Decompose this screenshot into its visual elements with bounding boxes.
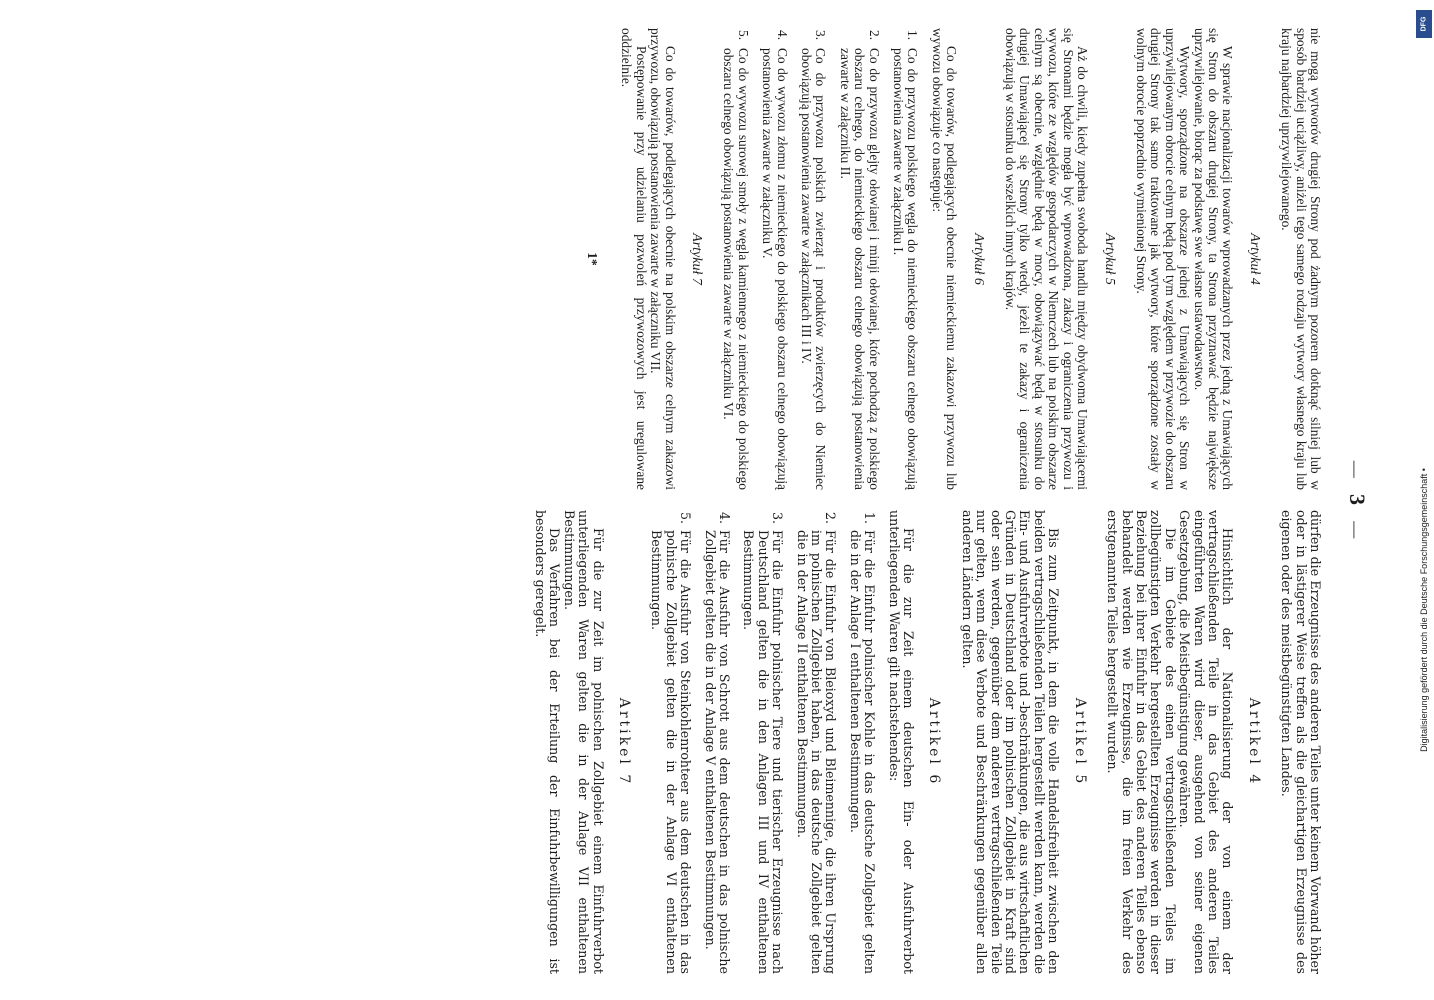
item-number: 3.	[813, 30, 829, 41]
polish-list-item	[799, 28, 828, 490]
german-intro: dürfen die Erzeugnisse des anderen Teiles unter keinem Vorwand höher oder in lästigerer Weise treffen als die gleichartigen Erzeugnisse des eigenen oder des meistbegünstigten Landes.	[1279, 510, 1323, 974]
dfg-logo-icon	[1416, 10, 1432, 38]
item-number: 4.	[774, 30, 790, 41]
polish-column	[585, 28, 1322, 490]
item-number: 2.	[823, 512, 839, 525]
polish-article-4-title: Artykuł 4	[1246, 233, 1262, 285]
item-number: 3.	[770, 512, 786, 525]
polish-article-6-intro: Co do towarów, podlegających obecnie niemieckiemu zakazowi przywozu lub wywozu obowiązuje co następuje:	[929, 28, 960, 490]
item-text: Co do przywozu polskiego węgla do niemieckiego obszaru celnego obowiązują postanowienia zawarte w załączniku I.	[891, 48, 921, 490]
german-article-7-para-1: Für die zur Zeit im polnischen Zollgebiet einem Einfuhrverbot unterliegenden Waren gelten die in der Anlage VII enthaltenen Bestimmungen.	[561, 510, 606, 974]
polish-list-item	[760, 28, 789, 490]
german-list-item	[794, 510, 837, 974]
digitization-credit: Digitalisierung gefördert durch die Deutsche Forschungsgemeinschaft •	[1419, 468, 1429, 752]
item-number: 1.	[862, 512, 878, 525]
polish-list-item	[891, 28, 920, 490]
item-text: Für die Einfuhr von Bleioxyd und Bleimennige, die ihren Ursprung im polnischen Zollgebiet haben, in das deutsche Zollgebiet gelten die in der Anlage II enthaltenen Bestimmungen.	[794, 530, 839, 974]
header-dash-right: —	[1346, 521, 1365, 540]
polish-article-7-para-2: Postępowanie przy udzielaniu pozwoleń przywozowych jest uregulowane oddzielnie.	[619, 28, 649, 490]
item-number: 4.	[717, 512, 732, 525]
german-article-4-title: Artikel 4	[1245, 697, 1262, 787]
german-article-7-title: Artikel 7	[615, 697, 632, 787]
german-column	[533, 510, 1322, 974]
item-text: Für die Ausfuhr von Schrott aus dem deutschen in das polnische Zollgebiet gelten die in der Anlage V enthaltenen Bestimmungen.	[702, 530, 732, 974]
polish-article-7-title: Artykuł 7	[689, 233, 704, 285]
item-text: Co do wywozu surowej smoły z węgla kamiennego z niemieckiego do polskiego obszaru celnego obowiązują postanowienia zawarte w załączniku VI.	[721, 48, 751, 490]
polish-article-5-title: Artykuł 5	[1101, 233, 1117, 285]
item-number: 1.	[905, 30, 921, 41]
dfg-logo-text: DFG	[1420, 16, 1428, 32]
item-text: Für die Ausfuhr von Steinkohlenrohteer aus dem deutschen in das polnische Zollgebiet gelten die in der Anlage VI enthaltenen Bestimmungen.	[649, 530, 694, 974]
german-article-6-title: Artikel 6	[926, 697, 943, 787]
polish-article-6-title: Artykuł 6	[970, 233, 986, 285]
german-list-item	[847, 510, 876, 974]
item-text: Co do przywozu polskich zwierząt i produktów zwierzęcych do Niemiec obowiązują postanowienia zawarte w załącznikach III i IV.	[799, 48, 829, 490]
polish-article-5-para-1: Aż do chwili, kiedy zupełna swoboda handlu między obydwoma Umawiającemi się Stronami będzie mogła być wprowadzona, zakazy i ograniczenia przywozu i wywozu, które ze względów gospodarczych w Niemczech lub na polskim obszarze celnym są obecnie, względnie będą w mocy, obowiązywać będą w stosunku do drugiej Umawiającej się Strony tylko wtedy, jeżeli te zakazy i ograniczenia obowiązują w stosunku do wszelkich innych krajów.	[1003, 28, 1091, 490]
german-article-4-para-1: Hinsichtlich der Nationalisierung der von einem der vertragschließenden Teile in das Gebiet des anderen Teiles eingeführten Waren wird dieser, ausgehend von seiner eigenen Gesetzgebung, die Meistbegünstigung gewähren.	[1177, 510, 1236, 974]
page-number: 3	[1345, 494, 1370, 506]
digitization-sidebar	[1416, 10, 1432, 990]
item-number: 2.	[866, 30, 882, 41]
item-number: 5.	[735, 30, 751, 41]
german-article-5-para-1: Bis zum Zeitpunkt, in dem die volle Handelsfreiheit zwischen den beiden vertragschließenden Teilen hergestellt werden kann, werden die Ein- und Ausfuhrverbote und -beschränkungen, die aus wirtschaftlichen Gründen in Deutschland oder im polnischen Zollgebiet in Kraft sind oder sein werden, gegenüber dem anderen vertragschließenden Teile nur gelten, wenn diese Verbote und Beschränkungen gegenüber allen anderen Ländern gelten.	[959, 510, 1062, 974]
german-article-5-title: Artikel 5	[1071, 697, 1088, 787]
polish-intro: nie mogą wytworów drugiej Strony pod żadnym pozorem dotknąć silniej lub w sposób bardziej uciążliwy, aniżeli tego samego rodzaju wytwory własnego kraju lub kraju najbardziej uprzywilejowanego.	[1279, 28, 1323, 490]
polish-list-item	[721, 28, 750, 490]
german-list-item	[702, 510, 731, 974]
page-header	[1344, 0, 1370, 1000]
polish-article-4-para-2: Wytwory, sporządzone na obszarze jednej z Umawiających się Stron w uprzywilejowanym obrocie celnym będą pod tym względem w przywozie do obszaru drugiej Strony tak samo traktowane jak wytwory, które sporządzone zostały w wolnym obrocie poprzednio wymienionej Strony.	[1133, 28, 1193, 490]
polish-article-4-para-1: W sprawie nacjonalizacji towarów wprowadzanych przez jedną z Umawiających się Stron do obszaru drugiej Strony, ta Strona przyznawać będzie największe uprzywilejowanie, biorąc za podstawę swe własne ustawodawstwo.	[1191, 28, 1236, 490]
german-list-item	[649, 510, 692, 974]
item-text: Co do wywozu złomu z niemieckiego do polskiego obszaru celnego obowiązują postanowienia zawarte w załączniku V.	[760, 48, 790, 490]
german-list-item	[741, 510, 784, 974]
item-number: 5.	[678, 512, 694, 525]
item-text: Für die Einfuhr polnischer Tiere und tierischer Erzeugnisse nach Deutschland gelten die in den Anlagen III und IV enthaltenen Bestimmungen.	[741, 530, 786, 974]
german-article-6-intro: Für die zur Zeit einem deutschen Ein- oder Ausfuhrverbot unterliegenden Waren gilt nachstehendes:	[886, 510, 917, 974]
item-text: Für die Einfuhr polnischer Kohle in das deutsche Zollgebiet gelten die in der Anlage I enthaltenen Bestimmungen.	[847, 530, 878, 974]
header-dash-left: —	[1346, 460, 1365, 479]
polish-article-7-para-1: Co do towarów, podlegających obecnie na polskim obszarze celnym zakazowi przywozu, obowiązują postanowienia zawarte w załączniku VII.	[648, 28, 678, 490]
item-text: Co do przywozu glejty ołowianej i minji ołowianej, które pochodzą z polskiego obszaru celnego, do niemieckiego obszaru celnego obowiązują postanowienia zawarte w załączniku II.	[837, 48, 882, 490]
german-article-7-para-2: Das Verfahren bei der Erteilung der Einfuhrbewilligungen ist besonders geregelt.	[532, 510, 563, 974]
polish-list-item	[837, 28, 880, 490]
page-mark: 1*	[584, 252, 600, 266]
german-article-4-para-2: Die im Gebiete des einen vertragschließenden Teiles im zollbegünstigten Verkehr hergestellten Erzeugnisse werden in dieser Beziehung bei ihrer Einfuhr in das Gebiet des anderen Teiles ebenso behandelt werden wie Erzeugnisse, die im freien Verkehr des erstgenannten Teiles hergestellt wurden.	[1105, 510, 1178, 974]
